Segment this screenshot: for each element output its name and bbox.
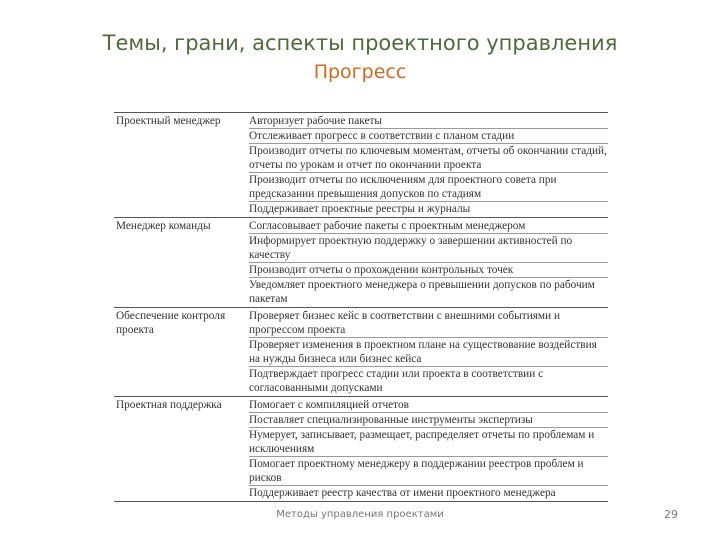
- table-row: [114, 397, 608, 502]
- role-name: Обеспечение контроля проекта: [116, 310, 226, 336]
- duty-item: Уведомляет проектного менеджера о превышении допусков по рабочим пакетам: [249, 279, 595, 305]
- role-cell: [114, 113, 247, 218]
- table-row: [114, 218, 608, 308]
- table-row: [114, 113, 608, 218]
- duty-item: Отслеживает прогресс в соответствии с планом стадии: [249, 129, 608, 144]
- duty-item: Подтверждает прогресс стадии или проекта в соответствии с согласованными допусками: [249, 368, 544, 394]
- duty-item: Проверяет изменения в проектном плане на существование воздействия на нужды бизнеса или бизнес кейса: [249, 338, 608, 367]
- duty-item: Проверяет бизнес кейс в соответствии с внешними событиями и прогрессом проекта: [249, 309, 608, 338]
- role-cell: [114, 397, 247, 502]
- role-name: Проектная поддержка: [116, 399, 222, 411]
- duty-item: Авторизует рабочие пакеты: [249, 114, 608, 129]
- duty-item: Помогает проектному менеджеру в поддержании реестров проблем и рисков: [249, 457, 608, 486]
- role-name: Менеджер команды: [116, 220, 211, 232]
- table-row: [114, 308, 608, 397]
- slide-title: Темы, грани, аспекты проектного управления: [102, 31, 618, 55]
- role-name: Проектный менеджер: [116, 115, 221, 127]
- roles-table: [114, 112, 608, 502]
- duty-item: Поддерживает реестр качества от имени проектного менеджера: [249, 487, 556, 499]
- duty-item: Помогает с компиляцией отчетов: [249, 398, 608, 413]
- duty-item: Производит отчеты по ключевым моментам, отчеты об окончании стадий, отчеты по урокам и отчет по окончании проекта: [249, 145, 607, 171]
- duty-item: Нумерует, записывает, размещает, распределяет отчеты по проблемам и исключениям: [249, 428, 608, 457]
- duties-cell: [247, 397, 608, 502]
- footer-text: Методы управления проектами: [276, 509, 444, 520]
- duty-item: Информирует проектную поддержку о завершении активностей по качеству: [249, 234, 608, 263]
- duty-item: Согласовывает рабочие пакеты с проектным менеджером: [249, 219, 608, 234]
- duty-item: Поставляет специализированные инструменты экспертизы: [249, 413, 608, 428]
- role-cell: [114, 218, 247, 308]
- role-cell: [114, 308, 247, 397]
- duties-cell: [247, 218, 608, 308]
- duties-cell: [247, 113, 608, 218]
- slide-subtitle: Прогресс: [313, 61, 407, 83]
- duties-cell: [247, 308, 608, 397]
- duty-item: Поддерживает проектные реестры и журналы: [249, 203, 471, 215]
- page-number: 29: [664, 508, 678, 521]
- duty-item: Производит отчеты о прохождении контрольных точек: [249, 263, 608, 278]
- duty-item: Производит отчеты по исключениям для проектного совета при предсказании превышения допусков по стадиям: [249, 173, 608, 202]
